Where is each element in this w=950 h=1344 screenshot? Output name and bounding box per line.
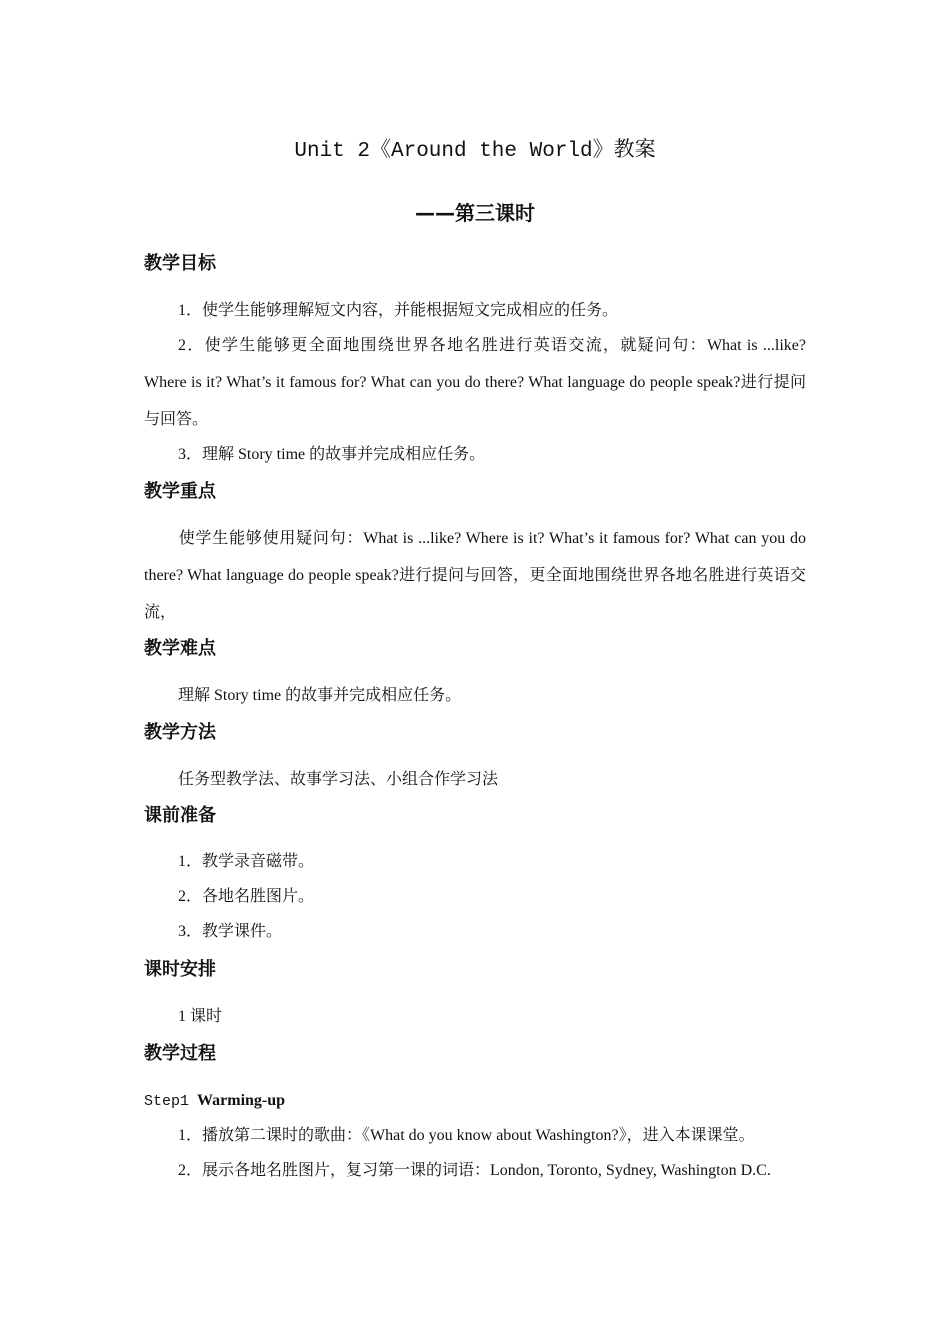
objective-item-3: 3．理解 Story time 的故事并完成相应任务。: [178, 446, 486, 463]
schedule-text: 1 课时: [178, 1008, 223, 1025]
difficulties-text: 理解 Story time 的故事并完成相应任务。: [178, 687, 462, 704]
process-item-1: 1．播放第二课时的歌曲：《What do you know about Washington?》，进入本课课堂。: [178, 1127, 755, 1144]
document-subtitle: ——第三课时: [415, 201, 535, 225]
step-name: Warming-up: [197, 1092, 286, 1109]
difficulties-heading: 教学难点: [144, 638, 216, 659]
preparation-item-3: 3．教学课件。: [178, 923, 283, 940]
process-item-2: 2．展示各地名胜图片，复习第一课的词语：London, Toronto, Sydney, Washington D.C.: [178, 1162, 771, 1179]
process-heading: 教学过程: [144, 1043, 216, 1064]
methods-text: 任务型教学法、故事学习法、小组合作学习法: [178, 771, 499, 788]
objectives-heading: 教学目标: [144, 253, 216, 274]
objective-item-1: 1．使学生能够理解短文内容，并能根据短文完成相应的任务。: [178, 302, 619, 319]
preparation-heading: 课前准备: [144, 805, 216, 826]
preparation-item-1: 1．教学录音磁带。: [178, 853, 315, 870]
preparation-item-2: 2．各地名胜图片。: [178, 888, 315, 905]
document-title: Unit 2《Around the World》教案: [294, 140, 656, 163]
schedule-heading: 课时安排: [144, 959, 216, 980]
key-points-text: 使学生能够使用疑问句：What is ...like? Where is it? What’s it famous for? What can you do there? What language do people speak?进行提问与回答，更全面地围绕世界各地名胜进行英语交流，: [144, 530, 806, 621]
step-heading: [144, 1090, 285, 1113]
objective-item-2-text: 2．使学生能够更全面地围绕世界各地名胜进行英语交流，就疑问句：What is ...like? Where is it? What’s it famous for? What can you do there? What language do people speak?进行提问与回答。: [144, 337, 806, 428]
objective-item-2: [144, 327, 806, 438]
step-label: Step1: [144, 1093, 190, 1110]
methods-heading: 教学方法: [144, 722, 216, 743]
key-points-heading: 教学重点: [144, 481, 216, 502]
key-points-paragraph: [144, 520, 806, 631]
